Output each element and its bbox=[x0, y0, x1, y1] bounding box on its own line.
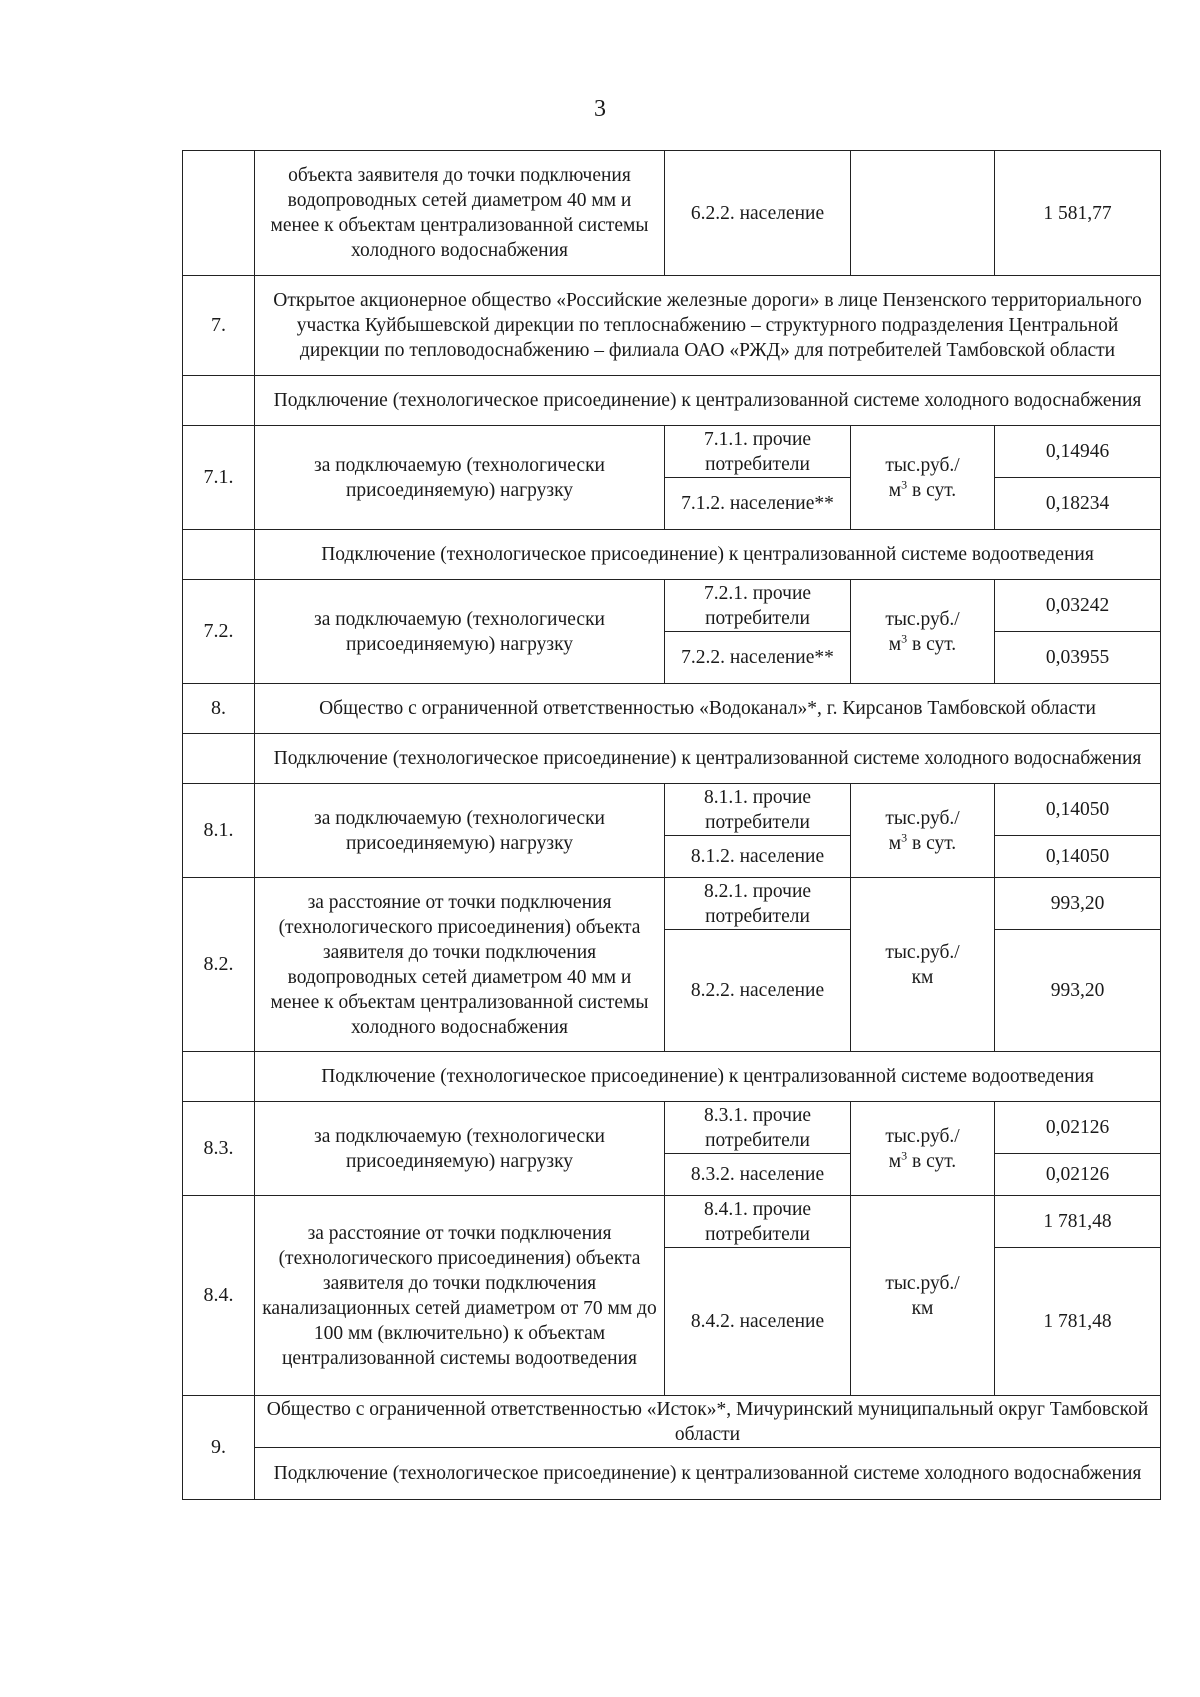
unit-superscript: 3 bbox=[901, 830, 908, 844]
unit-superscript: 3 bbox=[901, 477, 908, 491]
unit-line: км bbox=[911, 1297, 934, 1319]
item-number: 9. bbox=[183, 1396, 255, 1500]
consumer-category: 7.1.1. прочие потребители bbox=[665, 426, 851, 478]
item-description: объекта заявителя до точки подключения водопроводных сетей диаметром 40 мм и менее к объектам централизованной системы холодного водоснабжения bbox=[255, 151, 665, 276]
unit-cell bbox=[851, 878, 995, 1052]
table-row-heading bbox=[183, 530, 1161, 580]
unit-line: в сут. bbox=[907, 633, 957, 655]
consumer-category: 8.3.1. прочие потребители bbox=[665, 1102, 851, 1154]
unit-line: в сут. bbox=[907, 832, 957, 854]
tariff-value: 993,20 bbox=[995, 878, 1161, 930]
item-number: 8. bbox=[183, 684, 255, 734]
item-number: 8.3. bbox=[183, 1102, 255, 1196]
table-row-8-4 bbox=[183, 1196, 1161, 1248]
consumer-category: 8.3.2. население bbox=[665, 1154, 851, 1196]
consumer-category: 7.2.1. прочие потребители bbox=[665, 580, 851, 632]
unit-cell bbox=[851, 784, 995, 878]
unit-superscript: 3 bbox=[901, 631, 908, 645]
item-description: за расстояние от точки подключения (технологического присоединения) объекта заявителя до точки подключения водопроводных сетей диаметром 40 мм и менее к объектам централизованной системы холодного водоснабжения bbox=[255, 878, 665, 1052]
unit-line: тыс.руб./ bbox=[885, 1272, 960, 1294]
unit-cell bbox=[851, 1196, 995, 1396]
consumer-category: 8.2.1. прочие потребители bbox=[665, 878, 851, 930]
item-number-cell bbox=[183, 734, 255, 784]
unit-line: м bbox=[888, 633, 902, 655]
table-row-org-8 bbox=[183, 684, 1161, 734]
tariff-value: 0,14050 bbox=[995, 836, 1161, 878]
unit-cell bbox=[851, 151, 995, 276]
consumer-category: 8.2.2. население bbox=[665, 930, 851, 1052]
unit-superscript: 3 bbox=[901, 1148, 908, 1162]
item-description: за подключаемую (технологически присоединяемую) нагрузку bbox=[255, 580, 665, 684]
item-description: за подключаемую (технологически присоединяемую) нагрузку bbox=[255, 784, 665, 878]
item-number-cell bbox=[183, 530, 255, 580]
tariff-value: 1 781,48 bbox=[995, 1248, 1161, 1396]
page-number: 3 bbox=[594, 96, 606, 122]
tariff-value: 1 581,77 bbox=[995, 151, 1161, 276]
section-heading: Подключение (технологическое присоединение) к централизованной системе холодного водоснабжения bbox=[255, 1448, 1161, 1500]
unit-line: м bbox=[888, 832, 902, 854]
unit-line: тыс.руб./ bbox=[885, 807, 960, 829]
item-number: 7.1. bbox=[183, 426, 255, 530]
unit-line: тыс.руб./ bbox=[885, 941, 960, 963]
consumer-category: 8.1.2. население bbox=[665, 836, 851, 878]
unit-cell bbox=[851, 426, 995, 530]
table-row-org-9 bbox=[183, 1396, 1161, 1448]
organization-name: Общество с ограниченной ответственностью «Водоканал»*, г. Кирсанов Тамбовской области bbox=[255, 684, 1161, 734]
tariff-value: 0,14050 bbox=[995, 784, 1161, 836]
unit-line: в сут. bbox=[907, 479, 957, 501]
table-row-heading bbox=[183, 1448, 1161, 1500]
organization-name: Общество с ограниченной ответственностью «Исток»*, Мичуринский муниципальный округ Тамбовской области bbox=[255, 1396, 1161, 1448]
section-heading: Подключение (технологическое присоединение) к централизованной системе холодного водоснабжения bbox=[255, 734, 1161, 784]
table-row-org-7 bbox=[183, 276, 1161, 376]
unit-line: км bbox=[911, 966, 934, 988]
consumer-category: 6.2.2. население bbox=[665, 151, 851, 276]
item-number-cell bbox=[183, 376, 255, 426]
table-row-7-2 bbox=[183, 580, 1161, 632]
organization-name: Открытое акционерное общество «Российские железные дороги» в лице Пензенского территориального участка Куйбышевской дирекции по теплоснабжению – структурного подразделения Центральной дирекции по тепловодоснабжению – филиала ОАО «РЖД» для потребителей Тамбовской области bbox=[255, 276, 1161, 376]
table-row-heading bbox=[183, 734, 1161, 784]
table-row-6-2-2 bbox=[183, 151, 1161, 276]
consumer-category: 7.2.2. население** bbox=[665, 632, 851, 684]
unit-line: тыс.руб./ bbox=[885, 608, 960, 630]
tariff-value: 1 781,48 bbox=[995, 1196, 1161, 1248]
item-number-cell bbox=[183, 1052, 255, 1102]
item-description: за подключаемую (технологически присоединяемую) нагрузку bbox=[255, 1102, 665, 1196]
tariff-value: 0,18234 bbox=[995, 478, 1161, 530]
table-row-7-1 bbox=[183, 426, 1161, 478]
item-description: за расстояние от точки подключения (технологического присоединения) объекта заявителя до точки подключения канализационных сетей диаметром от 70 мм до 100 мм (включительно) к объектам централизованной системы водоотведения bbox=[255, 1196, 665, 1396]
item-number-cell bbox=[183, 151, 255, 276]
tariff-value: 0,02126 bbox=[995, 1102, 1161, 1154]
consumer-category: 8.4.1. прочие потребители bbox=[665, 1196, 851, 1248]
item-number: 8.2. bbox=[183, 878, 255, 1052]
tariff-value: 993,20 bbox=[995, 930, 1161, 1052]
table-row-heading bbox=[183, 376, 1161, 426]
tariff-value: 0,03242 bbox=[995, 580, 1161, 632]
item-number: 7. bbox=[183, 276, 255, 376]
tariff-value: 0,02126 bbox=[995, 1154, 1161, 1196]
section-heading: Подключение (технологическое присоединение) к централизованной системе водоотведения bbox=[255, 1052, 1161, 1102]
item-number: 8.1. bbox=[183, 784, 255, 878]
unit-line: в сут. bbox=[907, 1150, 957, 1172]
tariff-value: 0,03955 bbox=[995, 632, 1161, 684]
item-number: 7.2. bbox=[183, 580, 255, 684]
table-row-8-3 bbox=[183, 1102, 1161, 1154]
tariff-value: 0,14946 bbox=[995, 426, 1161, 478]
consumer-category: 8.1.1. прочие потребители bbox=[665, 784, 851, 836]
section-heading: Подключение (технологическое присоединение) к централизованной системе водоотведения bbox=[255, 530, 1161, 580]
unit-line: м bbox=[888, 479, 902, 501]
section-heading: Подключение (технологическое присоединение) к централизованной системе холодного водоснабжения bbox=[255, 376, 1161, 426]
table-row-8-1 bbox=[183, 784, 1161, 836]
unit-line: м bbox=[888, 1150, 902, 1172]
item-description: за подключаемую (технологически присоединяемую) нагрузку bbox=[255, 426, 665, 530]
unit-cell bbox=[851, 580, 995, 684]
consumer-category: 8.4.2. население bbox=[665, 1248, 851, 1396]
item-number: 8.4. bbox=[183, 1196, 255, 1396]
consumer-category: 7.1.2. население** bbox=[665, 478, 851, 530]
unit-line: тыс.руб./ bbox=[885, 454, 960, 476]
unit-cell bbox=[851, 1102, 995, 1196]
table-row-8-2 bbox=[183, 878, 1161, 930]
tariff-table bbox=[182, 150, 1161, 1500]
unit-line: тыс.руб./ bbox=[885, 1125, 960, 1147]
table-row-heading bbox=[183, 1052, 1161, 1102]
